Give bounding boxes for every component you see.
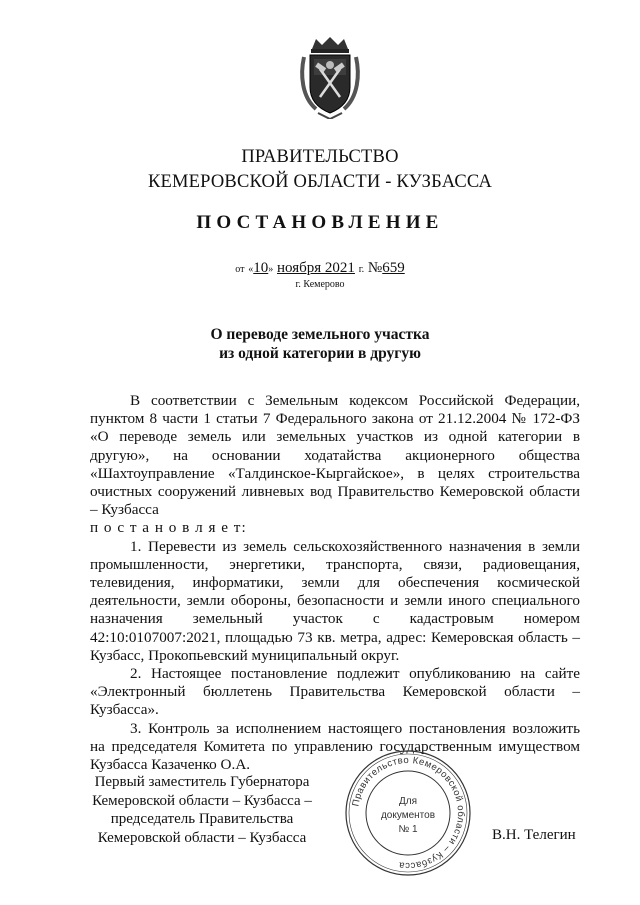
date-month-year: ноября 2021 [277,260,355,276]
item-1: 1. Перевести из земель сельскохозяйственного назначения в земли промышленности, энергетики, транспорта, связи, радиовещания, телевидения, информатики, земли для обеспечения космической деятельности, земли обороны, безопасности и земли иного специального назначения земельный участок с кадастровым номером 42:10:0107007:2021, площадью 73 кв. метра, адрес: Кемеровская область – Кузбасс, Прокопьевский муниципальный округ. [90,537,580,664]
signatory-line2: Кемеровской области – Кузбасса – [92,792,312,809]
document-type: ПОСТАНОВЛЕНИЕ [196,212,444,233]
quote-open: « [248,264,254,275]
subject-line2: из одной категории в другую [219,345,421,362]
year-suffix: г. [358,264,365,275]
stamp-ring-text: Правительство Кемеровской области – Кузбасса [350,754,467,872]
stamp-line2: документов [380,810,436,821]
signatory-line3: председатель Правительства [110,811,294,827]
signatory-position [82,773,322,847]
city-label: г. Кемерово [295,279,345,290]
document-number: 659 [382,260,405,276]
signatory-name: В.Н. Телегин [492,827,576,843]
document-body [90,392,580,774]
document-subject [0,325,640,363]
intro-paragraph: В соответствии с Земельным кодексом Российской Федерации, пунктом 8 части 1 статьи 7 Федерального закона от 21.12.2004 № 172-ФЗ «О переводе земель или земельных участков из одной категории в другую», на основании ходатайства акционерного общества «Шахтоуправление «Талдинское-Кыргайское», в целях строительства очистных сооружений ливневых вод Правительство Кемеровской области – Кузбасса [90,392,580,519]
quote-close: » [268,264,274,275]
decree-word: п о с т а н о в л я е т: [90,519,247,537]
date-from-label: от [235,264,245,275]
signatory-line1: Первый заместитель Губернатора [94,774,310,790]
government-title-line2: КЕМЕРОВСКОЙ ОБЛАСТИ - КУЗБАССА [147,172,493,192]
government-title-line1: ПРАВИТЕЛЬСТВО [241,147,399,167]
official-stamp [343,748,473,878]
stamp-line1: Для [398,796,418,807]
subject-line1: О переводе земельного участка [210,326,430,343]
coat-of-arms-icon [298,35,362,119]
item-2: 2. Настоящее постановление подлежит опубликованию на сайте «Электронный бюллетень Правительства Кемеровской области – Кузбасса». [90,665,580,719]
item-3: 3. Контроль за исполнением настоящего постановления возложить на председателя Комитета по управлению государственным имуществом Кузбасса Казаченко О.А. [90,719,580,774]
stamp-line3: № 1 [398,824,418,835]
date-number-line [0,260,640,277]
signatory-line4: Кемеровской области – Кузбасса [97,829,307,846]
number-label: № [367,260,383,276]
date-day: 10 [253,260,269,276]
